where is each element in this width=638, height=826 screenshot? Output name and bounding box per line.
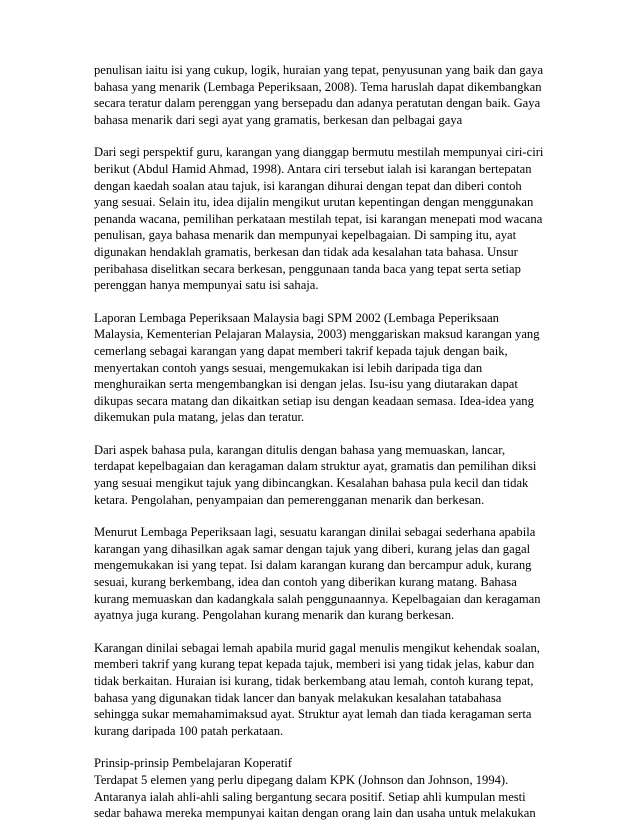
paragraph-1 (94, 62, 546, 128)
text-line: bahasa yang menarik (Lembaga Peperiksaan, 2008). Tema haruslah dapat dikembangkan (94, 79, 542, 94)
text-line: cemerlang sebagai karangan yang dapat memberi takrif kepada tajuk dengan baik, (94, 343, 508, 358)
text-line: yang sesuai. Selain itu, idea dijalin mengikut urutan kepentingan dengan menggunakan (94, 195, 534, 210)
text-line: perenggan hanya mempunyai satu isi sahaja. (94, 278, 319, 293)
text-line: sehingga sukar memahamimaksud ayat. Struktur ayat lemah dan tiada keragaman serta (94, 707, 532, 722)
section-heading: Prinsip-prinsip Pembelajaran Koperatif (94, 756, 292, 771)
text-line: berikut (Abdul Hamid Ahmad, 1998). Antara ciri tersebut ialah isi karangan bertepatan (94, 161, 532, 176)
text-line: dengan kaedah soalan atau tajuk, isi karangan dihurai dengan tepat dan diberi contoh (94, 178, 522, 193)
text-line: dikemukan pula matang, jelas dan teratur. (94, 410, 305, 425)
text-line: ayatnya juga kurang. Pengolahan kurang menarik dan kurang berkesan. (94, 608, 455, 623)
text-line: sesuai, kurang berkembang, idea dan contoh yang diberikan kurang matang. Bahasa (94, 575, 517, 590)
text-line: secara teratur dalam perenggan yang bersepadu dan adanya peratutan dengan baik. Gaya (94, 96, 541, 111)
text-line: bahasa yang digunakan tidak lancer dan banyak melakukan kesalahan tatabahasa (94, 690, 502, 705)
text-line: bahasa menarik dari segi ayat yang gramatis, berkesan dan pelbagai gaya (94, 112, 463, 127)
text-line: yang sesuai mengikut tajuk yang dibincangkan. Kesalahan bahasa pula kecil dan tidak (94, 476, 529, 491)
paragraph-5 (94, 524, 546, 624)
text-line: Dari segi perspektif guru, karangan yang dianggap bermutu mestilah mempunyai ciri-ciri (94, 145, 544, 160)
text-line: dikupas secara matang dan dikaitkan setiap isu dengan keadaan semasa. Idea-idea yang (94, 393, 534, 408)
section-prinsip (94, 755, 546, 821)
text-line: digunakan hendaklah gramatis, berkesan dan tidak ada kesalahan tata bahasa. Unsur (94, 244, 518, 259)
text-line: Karangan dinilai sebagai lemah apabila murid gagal menulis mengikut kehendak soalan, (94, 640, 540, 655)
paragraph-2 (94, 144, 546, 293)
text-line: menghuraikan serta mengembangkan isi dengan jelas. Isu-isu yang diutarakan dapat (94, 377, 518, 392)
text-line: Malaysia, Kementerian Pelajaran Malaysia, 2003) menggariskan maksud karangan yang (94, 327, 540, 342)
text-line: sedar bahawa mereka mempunyai kaitan dengan orang lain dan usaha untuk melakukan (94, 806, 536, 821)
text-line: memberi takrif yang kurang tepat kepada tajuk, memberi isi yang tidak jelas, kabur dan (94, 657, 535, 672)
text-line: kurang daripada 100 patah perkataan. (94, 723, 284, 738)
document-body (94, 62, 546, 822)
text-line: peribahasa diselitkan secara berkesan, penggunaan tanda baca yang tepat serta setiap (94, 261, 521, 276)
text-line: karangan yang dihasilkan agak samar dengan tajuk yang diberi, kurang jelas dan gagal (94, 541, 531, 556)
text-line: Terdapat 5 elemen yang perlu dipegang dalam KPK (Johnson dan Johnson, 1994). (94, 772, 509, 787)
text-line: Laporan Lembaga Peperiksaan Malaysia bagi SPM 2002 (Lembaga Peperiksaan (94, 310, 499, 325)
paragraph-3 (94, 310, 546, 426)
text-line: mengemukakan isi yang tepat. Isi dalam karangan kurang dan bercampur aduk, kurang (94, 558, 532, 573)
text-line: penulisan, gaya bahasa menarik dan mempunyai kepelbagaian. Di samping itu, ayat (94, 228, 517, 243)
text-line: penanda wacana, pemilihan perkataan mestilah tepat, isi karangan menepati mod wacana (94, 211, 543, 226)
text-line: Menurut Lembaga Peperiksaan lagi, sesuatu karangan dinilai sebagai sederhana apabila (94, 525, 536, 540)
paragraph-4 (94, 442, 546, 508)
text-line: terdapat kepelbagaian dan keragaman dalam struktur ayat, gramatis dan pemilihan diksi (94, 459, 537, 474)
text-line: ketara. Pengolahan, penyampaian dan pemerengganan menarik dan berkesan. (94, 492, 485, 507)
text-line: menyertakan contoh yangs sesuai, mengemukakan isi lebih daripada tiga dan (94, 360, 483, 375)
text-line: kurang memuaskan dan kadangkala salah penggunaannya. Kepelbagaian dan keragaman (94, 591, 541, 606)
text-line: tidak berkaitan. Huraian isi kurang, tidak berkembang atau lemah, contoh kurang tepat, (94, 674, 534, 688)
text-line: penulisan iaitu isi yang cukup, logik, huraian yang tepat, penyusunan yang baik dan gaya (94, 63, 544, 77)
text-line: Antaranya ialah ahli-ahli saling bergantung secara positif. Setiap ahli kumpulan mesti (94, 789, 526, 804)
paragraph-6 (94, 640, 546, 740)
text-line: Dari aspek bahasa pula, karangan ditulis dengan bahasa yang memuaskan, lancar, (94, 442, 506, 457)
